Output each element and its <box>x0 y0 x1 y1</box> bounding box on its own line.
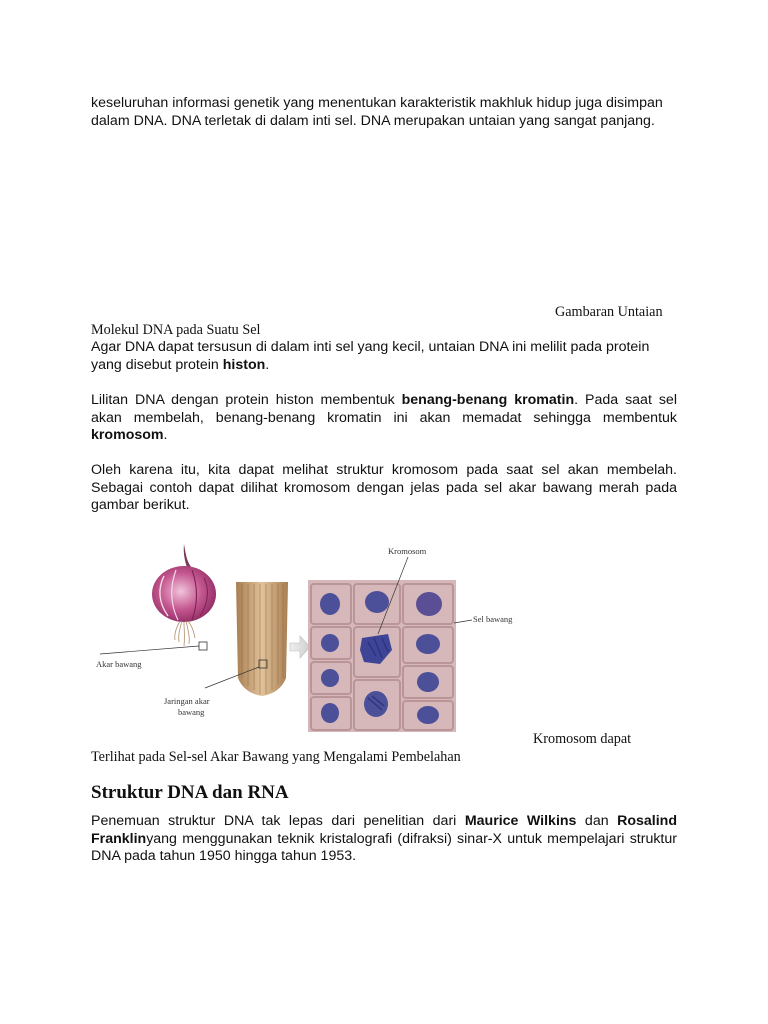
penemuan-text-pre: Penemuan struktur DNA tak lepas dari penelitian dari <box>91 813 465 829</box>
kromatin-text-pre: Lilitan DNA dengan protein histon membentuk <box>91 392 402 408</box>
histon-paragraph <box>91 339 677 374</box>
dna-caption-part2: Molekul DNA pada Suatu Sel <box>91 322 261 338</box>
maurice-wilkins-name: Maurice Wilkins <box>464 813 577 829</box>
kromatin-term: benang-benang kromatin <box>401 392 575 408</box>
kromatin-text-mid: . Pada saat sel akan membelah, benang-benang kromatin ini akan memadat sehingga membentuk <box>91 392 677 426</box>
bawang-paragraph <box>91 462 677 515</box>
kromatin-paragraph <box>91 392 677 445</box>
section-heading: Struktur DNA dan RNA <box>91 782 289 803</box>
kromosom-caption-part1: Kromosom dapat <box>533 731 632 747</box>
bawang-line-1: Oleh karena itu, kita dapat melihat struktur kromosom pada saat sel akan membelah. <box>91 462 677 478</box>
kromatin-text-post: . <box>163 427 168 443</box>
label-sel-bawang: Sel bawang <box>473 614 513 624</box>
onion-root-figure <box>92 538 524 732</box>
sel-bawang-leader <box>454 620 472 623</box>
intro-paragraph <box>91 95 677 130</box>
histon-term: histon <box>222 356 266 373</box>
penemuan-text-mid: dan <box>576 813 618 829</box>
penemuan-paragraph <box>91 813 677 866</box>
rosalind-franklin-name: Rosalind Franklin <box>91 813 677 847</box>
akar-bawang-leader <box>100 646 199 654</box>
label-jaringan-bawang: bawang <box>178 707 205 717</box>
bawang-line-2: Sebagai contoh dapat dilihat kromosom dengan jelas pada sel akar bawang merah pada <box>91 479 677 496</box>
onion-bulb <box>152 544 216 650</box>
bawang-line-3: gambar berikut. <box>91 497 190 513</box>
figure-illustration <box>92 538 524 732</box>
kromosom-caption-part2: Terlihat pada Sel-sel Akar Bawang yang Mengalami Pembelahan <box>91 749 461 765</box>
root-tissue <box>236 582 288 696</box>
histon-text-post: . <box>265 356 270 373</box>
cell-micrograph <box>308 580 456 732</box>
dna-caption-part1: Gambaran Untaian <box>555 304 663 320</box>
kromosom-term: kromosom <box>91 427 164 443</box>
intro-line-1: keseluruhan informasi genetik yang menentukan karakteristik makhluk hidup juga disimpan <box>91 95 663 111</box>
label-kromosom: Kromosom <box>388 546 427 556</box>
histon-line-2 <box>91 357 677 375</box>
label-akar-bawang: Akar bawang <box>96 659 142 669</box>
intro-line-2: dalam DNA. DNA terletak di dalam inti sel. DNA merupakan untaian yang sangat panjang. <box>91 112 655 129</box>
histon-line-1: Agar DNA dapat tersusun di dalam inti sel yang kecil, untaian DNA ini melilit pada protein <box>91 339 650 355</box>
arrow-icon <box>290 636 310 658</box>
label-jaringan-akar: Jaringan akar <box>164 696 210 706</box>
histon-text-pre: yang disebut protein <box>91 356 223 373</box>
penemuan-text-post: yang menggunakan teknik kristalografi (difraksi) sinar-X untuk mempelajari struktur DNA pada tahun 1950 hingga tahun 1953. <box>91 830 677 864</box>
